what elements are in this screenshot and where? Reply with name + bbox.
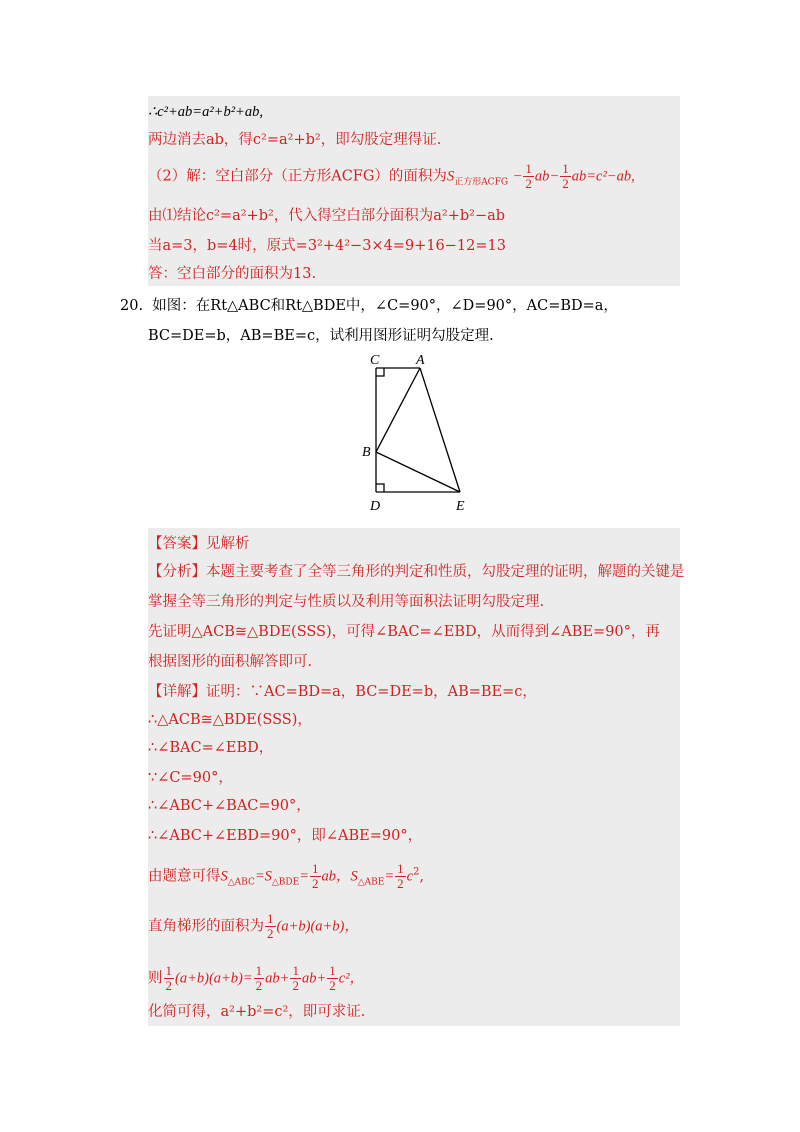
label-C: C — [370, 353, 380, 368]
top-line-5: 当a=3，b=4时，原式=3²+4²−3×4=9+16−12=13 — [148, 238, 506, 254]
top-line-6: 答：空白部分的面积为13. — [148, 266, 317, 282]
question-20-line-1 — [120, 296, 618, 316]
top-line-3: （2）解：空白部分（正方形ACFG）的面积为$S_{正方形ACFG}$ − $\frac{1}{2}$ ab− $\frac{1}{2}$ ab=c²−ab, — [148, 161, 635, 191]
top-line-2: 两边消去ab，得c²=a²+b²，即勾股定理得证. — [148, 132, 442, 148]
detail-line-8: 直角梯形的面积为 $\frac{1}{2}$ (a+b)(a+b)， — [148, 911, 359, 941]
detail-line-9-rest: c²， — [338, 970, 365, 987]
right-angle-mark-D — [376, 484, 384, 492]
label-D: D — [370, 499, 381, 512]
segment-AB — [376, 368, 420, 452]
detail-line-4: ∵∠C=90°， — [148, 770, 233, 786]
segment-AE — [420, 368, 460, 492]
top-line-4: 由⑴结论c²=a²+b²，代入得空白部分面积为a²+b²−ab — [148, 208, 506, 224]
geometry-figure — [360, 352, 500, 512]
label-E: E — [456, 499, 465, 512]
detail-line-10: 化简可得，a²+b²=c²，即可求证. — [148, 1004, 366, 1020]
label-B: B — [362, 445, 371, 460]
detail-line-8-rest: (a+b)(a+b)， — [276, 918, 359, 935]
detail-line-9: 则 $\frac{1}{2}$ (a+b)(a+b)= $\frac{1}{2}$ ab+ $\frac{1}{2}$ ab+ $\frac{1}{2}$ c²， — [148, 963, 365, 993]
detail-line-3: ∴∠BAC=∠EBD， — [148, 740, 274, 756]
top-line-3-prefix: （2）解：空白部分（正方形ACFG）的面积为 — [148, 168, 447, 185]
right-angle-mark-C — [376, 368, 384, 376]
detail-line-1: 【详解】证明：∵AC=BD=a，BC=DE=b，AB=BE=c， — [148, 684, 537, 700]
detail-line-5: ∴∠ABC+∠BAC=90°， — [148, 798, 311, 814]
answer-line: 【答案】见解析 — [148, 536, 250, 552]
answer-box — [148, 528, 685, 1026]
question-20-line-2: BC=DE=b，AB=BE=c，试利用图形证明勾股定理. — [148, 328, 494, 344]
detail-line-9-prefix: 则 — [148, 970, 163, 987]
analysis-line-1: 【分析】本题主要考查了全等三角形的判定和性质，勾股定理的证明，解题的关键是 — [148, 564, 685, 580]
detail-line-6: ∴∠ABC+∠EBD=90°，即∠ABE=90°， — [148, 828, 423, 844]
analysis-line-4: 根据图形的面积解答即可. — [148, 654, 313, 670]
analysis-line-3: 先证明△ACB≅△BDE(SSS)，可得∠BAC=∠EBD，从而得到∠ABE=90°，再 — [148, 624, 660, 640]
question-number: 20. — [120, 298, 144, 314]
detail-line-8-prefix: 直角梯形的面积为 — [148, 918, 264, 935]
top-line-3-rest: =c²−ab, — [586, 168, 635, 185]
detail-line-7-rest: ab， — [321, 868, 351, 885]
label-A: A — [416, 353, 425, 368]
top-line-1: ∴c²+ab=a²+b²+ab, — [148, 104, 263, 120]
detail-line-2: ∴△ACB≅△BDE(SSS)， — [148, 712, 312, 728]
top-solution-box — [148, 96, 680, 286]
analysis-line-2: 掌握全等三角形的判定与性质以及利用等面积法证明勾股定理. — [148, 594, 545, 610]
detail-line-7: 由题意可得$S_{\triangle ABC}=S_{\triangle BDE}=$ $\frac{1}{2}$ ab，$S_{\triangle ABE}=$ $\frac{1}{2}$ $c^2$, — [148, 861, 425, 891]
detail-line-7-prefix: 由题意可得 — [148, 868, 221, 885]
segment-BE — [376, 452, 460, 492]
question-text-1: 如图：在Rt△ABC和Rt△BDE中，∠C=90°，∠D=90°，AC=BD=a， — [152, 298, 618, 314]
